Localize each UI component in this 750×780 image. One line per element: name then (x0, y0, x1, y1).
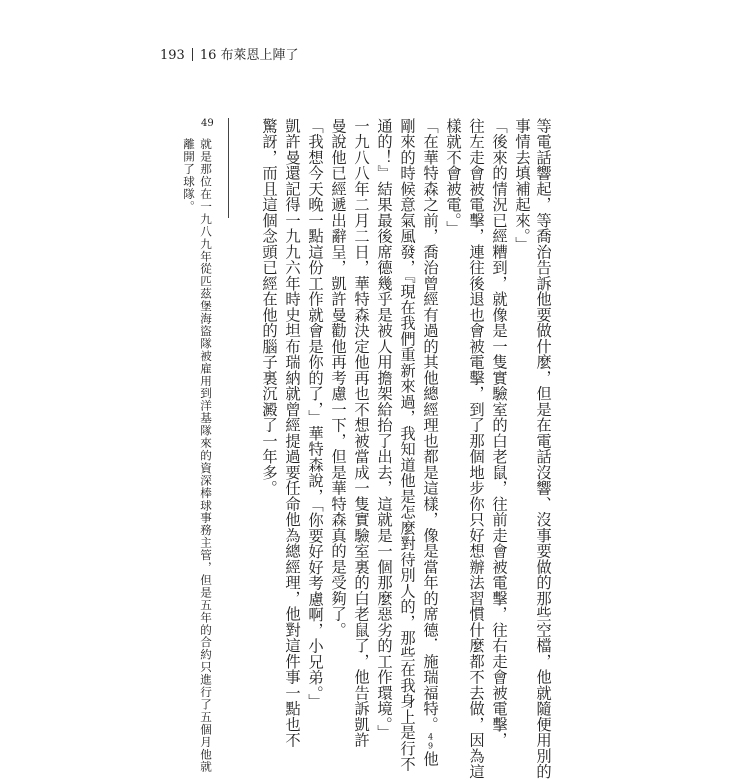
running-header (160, 48, 299, 64)
body-line: 等電話響起，等喬治告訴他要做什麼，但是在電話沒響、沒事要做的那些空檔，他就隨便用別的 (534, 118, 552, 780)
footnote-line: 離開了球隊。 (182, 138, 196, 213)
body-line (421, 118, 439, 767)
body-line-text: 「在華特森之前，喬治曾經有過的其他總經理也都是這樣，像是當年的席德．施瑞福特。 (421, 118, 439, 733)
body-line-tail: 他 (421, 751, 439, 767)
body-line: 通的！』結果最後席德幾乎是被人用擔架給抬了出去，這就是一個那麼惡劣的工作環境。」 (375, 118, 393, 741)
body-line: 往左走會被電擊，連往後退也會被電擊，到了那個地步你只好想辦法習慣什麼都不去做，因為這 (467, 118, 485, 780)
body-line: 「我想今天晚一點這份工作就會是你的了，」華特森說，「你要好好考慮啊，小兄弟。」 (306, 118, 324, 710)
footnote-reference: 49 (426, 732, 435, 752)
header-divider (192, 48, 193, 61)
body-line: 凱許曼還記得一九九六年時史坦布瑞納就曾經提過要任命他為總經理，他對這件事一點也不 (283, 118, 301, 748)
page-number: 193 (160, 48, 185, 63)
body-line: 剛來的時候意氣風發，『現在我們重新來過，我知道他是怎麼對待別人的，那些在我身上是行不 (398, 118, 416, 772)
body-line: 曼說他已經遞出辭呈，凱許曼勸他再考慮一下，但是華特森真的是受夠了。 (329, 118, 347, 638)
footnote-number: 49 (201, 118, 214, 129)
body-line: 一九八八年二月二日，華特森決定他再也不想被當成一隻實驗室裏的白老鼠了，他告訴凱許 (352, 118, 370, 748)
footnote-line: 就是那位在一九八九年從匹茲堡海盜隊被雇用到洋基隊來的資深棒球事務主管，但是五年的合約只進行了五個月他就 (199, 138, 213, 773)
body-line: 「後來的情況已經糟到，就像是一隻實驗室的白老鼠，往前走會被電擊，往右走會被電擊， (490, 118, 508, 748)
body-line: 事情去填補起來。」 (513, 118, 531, 253)
body-line: 樣就不會被電。」 (444, 118, 462, 237)
footnote-rule (228, 118, 229, 218)
body-line: 驚訝，而且這個念頭已經在他的腦子裏沉澱了一年多。 (260, 118, 278, 496)
chapter-title: 16 布萊恩上陣了 (199, 48, 299, 63)
